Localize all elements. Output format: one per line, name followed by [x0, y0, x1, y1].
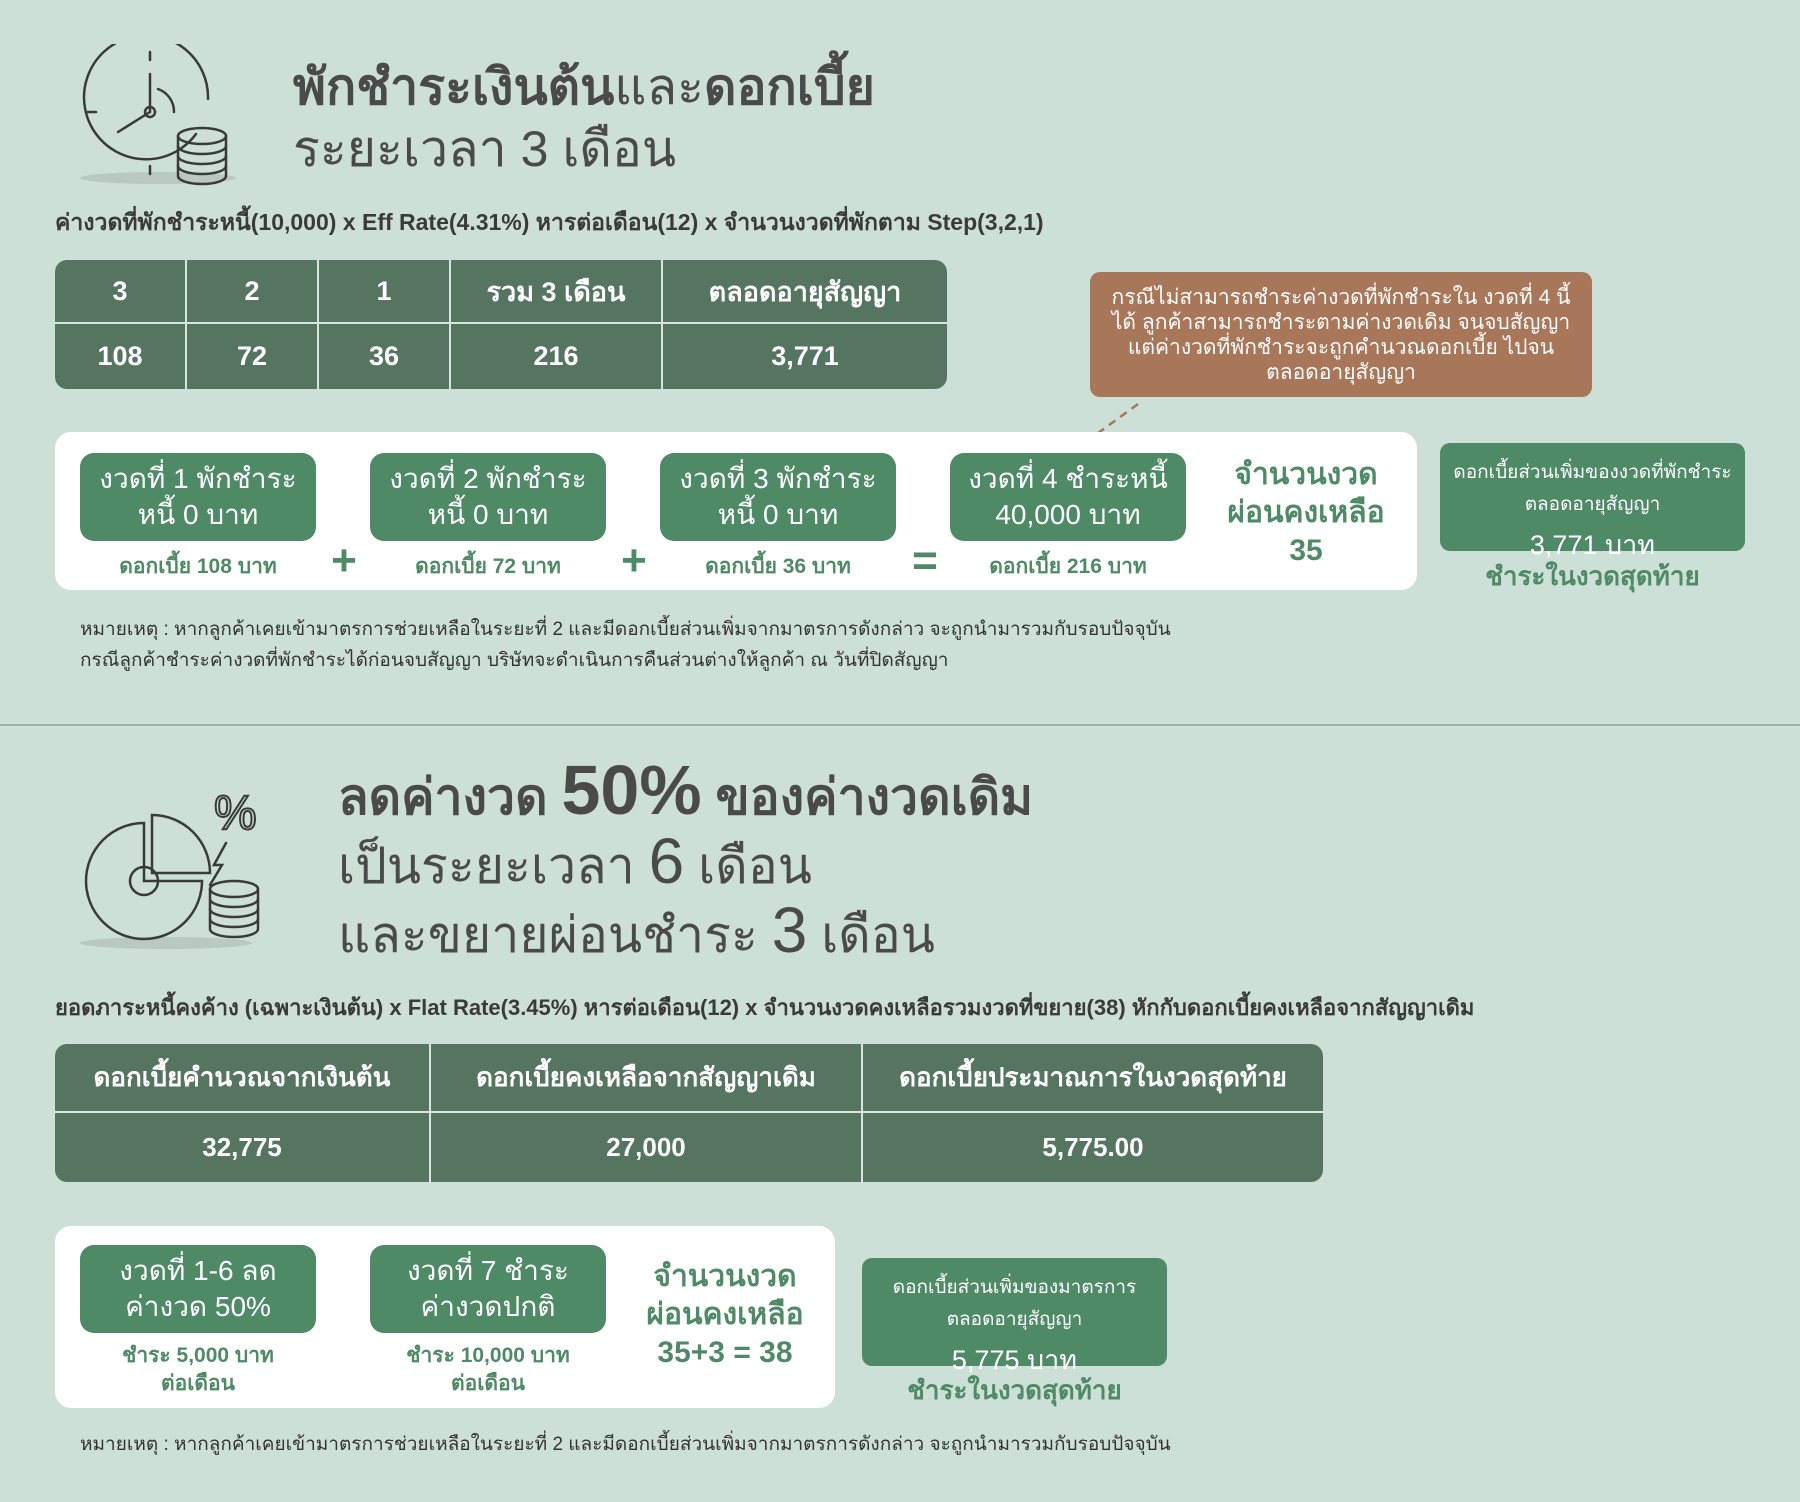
clock-coins-icon — [78, 44, 238, 194]
step-line: งวดที่ 2 พักชำระ — [389, 463, 587, 494]
title-part: เดือน — [684, 838, 812, 894]
table-header-cell: 1 — [319, 260, 451, 324]
table-cell: 36 — [319, 324, 451, 389]
step-interest: ดอกเบี้ย 108 บาท — [119, 555, 277, 578]
step-line: หนี้ 0 บาท — [427, 499, 549, 530]
step-line: งวดที่ 1 พักชำระ — [99, 463, 297, 494]
interest-table — [55, 260, 947, 389]
step-line: 40,000 บาท — [995, 499, 1141, 530]
title-part: เป็นระยะเวลา — [338, 838, 649, 894]
step-payment-line: ชำระ 5,000 บาท — [122, 1344, 274, 1367]
remain-line: ผ่อนคงเหลือ — [1227, 496, 1385, 529]
step-line: งวดที่ 1-6 ลด — [119, 1255, 277, 1286]
step-line: งวดที่ 7 ชำระ — [407, 1255, 569, 1286]
callout-text: กรณีไม่สามารถชำระค่างวดที่พักชำระใน งวดที่ 4 นี้ได้ ลูกค้าสามารถชำระตามค่างวดเดิม จนจบสัญญา แต่ค่างวดที่พักชำระจะถูกคำนวณดอกเบี้ย ไปจนตลอดอายุสัญญา — [1111, 285, 1571, 384]
step-payment-line: ต่อเดือน — [450, 1372, 526, 1395]
title-part: ลดค่างวด — [338, 769, 562, 825]
title-part: พักชำระเงินต้น — [293, 59, 615, 115]
callout-box — [1090, 272, 1592, 397]
step-interest: ดอกเบี้ย 216 บาท — [989, 555, 1147, 578]
table-header-cell: 3 — [55, 260, 187, 324]
remain-line: จำนวนงวด — [1234, 458, 1378, 491]
title-number: 6 — [648, 825, 685, 897]
interest-table — [55, 1044, 1323, 1182]
table-cell: 216 — [451, 324, 663, 389]
section1-title — [293, 56, 875, 180]
pie-percent-coins-icon — [76, 785, 276, 955]
step-line: งวดที่ 3 พักชำระ — [679, 463, 877, 494]
title-part: และขยายผ่อนชำระ — [338, 907, 772, 963]
formula-text: ยอดภาระหนี้คงค้าง (เฉพาะเงินต้น) x Flat Rate(3.45%) หารต่อเดือน(12) x จำนวนงวดคงเหลือรวมงวดที่ขยาย(38) หักกับดอกเบี้ยคงเหลือจากสัญญาเดิม — [55, 995, 1475, 1020]
remain-line: ผ่อนคงเหลือ — [646, 1298, 804, 1331]
plus-sign: + — [331, 536, 357, 585]
table-row — [55, 324, 947, 389]
plus-sign: + — [621, 536, 647, 585]
remain-line: จำนวนงวด — [653, 1260, 797, 1293]
table-row — [55, 1113, 1323, 1182]
formula-text: ค่างวดที่พักชำระหนี้(10,000) x Eff Rate(4.31%) หารต่อเดือน(12) x จำนวนงวดที่พักตาม Step(3,2,1) — [55, 209, 1044, 235]
step-line: ค่างวด 50% — [125, 1291, 271, 1322]
table-header-cell: รวม 3 เดือน — [451, 260, 663, 324]
title-duration: ระยะเวลา 3 เดือน — [293, 121, 677, 177]
table-header-cell: ดอกเบี้ยคำนวณจากเงินต้น — [55, 1044, 431, 1113]
side-line: ดอกเบี้ยส่วนเพิ่มของงวดที่พักชำระ — [1453, 462, 1732, 483]
remaining-installments — [615, 1258, 835, 1372]
step-pill — [370, 453, 606, 541]
extra-interest-box — [862, 1258, 1167, 1375]
title-number: 3 — [771, 894, 808, 966]
side-line: ตลอดอายุสัญญา — [1524, 494, 1661, 515]
remain-count: 35 — [1289, 534, 1323, 567]
pay-last-caption: ชำระในงวดสุดท้าย — [907, 1375, 1122, 1405]
table-header-row — [55, 1044, 1323, 1113]
step-pill — [80, 1245, 316, 1333]
step-line: หนี้ 0 บาท — [137, 499, 259, 530]
title-part: ดอกเบี้ย — [704, 59, 875, 115]
step-line: ค่างวดปกติ — [420, 1291, 556, 1322]
step-pill — [370, 1245, 606, 1333]
svg-text:%: % — [214, 787, 257, 840]
step-payment — [80, 1342, 316, 1398]
step-interest: ดอกเบี้ย 72 บาท — [415, 555, 561, 578]
table-header-cell: ตลอดอายุสัญญา — [663, 260, 947, 324]
table-header-cell: ดอกเบี้ยประมาณการในงวดสุดท้าย — [863, 1044, 1323, 1113]
step-pill — [950, 453, 1186, 541]
side-amount: 3,771 บาท — [1529, 530, 1656, 560]
step-pill — [80, 453, 316, 541]
step-payment-line: ชำระ 10,000 บาท — [406, 1344, 570, 1367]
remaining-installments — [1196, 456, 1416, 570]
section2-title — [338, 751, 1034, 967]
title-part: ของค่างวดเดิม — [701, 769, 1034, 825]
side-line: ดอกเบี้ยส่วนเพิ่มของมาตรการ — [892, 1277, 1137, 1298]
table-cell: 72 — [187, 324, 319, 389]
step-line: หนี้ 0 บาท — [717, 499, 839, 530]
note-line: หมายเหตุ : หากลูกค้าเคยเข้ามาตรการช่วยเหลือในระยะที่ 2 และมีดอกเบี้ยส่วนเพิ่มจากมาตรการดังกล่าว จะถูกนำมารวมกับรอบปัจจุบัน — [80, 1434, 1171, 1455]
table-cell: 32,775 — [55, 1113, 431, 1182]
table-cell: 108 — [55, 324, 187, 389]
table-cell: 27,000 — [431, 1113, 863, 1182]
title-part: และ — [614, 59, 705, 115]
side-amount: 5,775 บาท — [951, 1345, 1078, 1375]
section-divider — [0, 724, 1800, 726]
notes — [80, 614, 1171, 676]
table-cell: 5,775.00 — [1042, 1132, 1144, 1162]
pay-last-caption: ชำระในงวดสุดท้าย — [1485, 561, 1700, 591]
side-line: ตลอดอายุสัญญา — [946, 1309, 1083, 1330]
table-header-cell: ดอกเบี้ยคงเหลือจากสัญญาเดิม — [431, 1044, 863, 1113]
title-part: เดือน — [807, 907, 935, 963]
equals-sign: = — [912, 536, 938, 585]
title-percent: 50% — [561, 751, 702, 829]
step-line: งวดที่ 4 ชำระหนี้ — [968, 463, 1168, 494]
step-payment — [370, 1342, 606, 1398]
note-line: กรณีลูกค้าชำระค่างวดที่พักชำระได้ก่อนจบสัญญา บริษัทจะดำเนินการคืนส่วนต่างให้ลูกค้า ณ วันที่ปิดสัญญา — [80, 650, 949, 671]
table-header-row — [55, 260, 947, 324]
table-header-cell: 2 — [187, 260, 319, 324]
remain-count: 35+3 = 38 — [657, 1336, 793, 1369]
note-line: หมายเหตุ : หากลูกค้าเคยเข้ามาตรการช่วยเหลือในระยะที่ 2 และมีดอกเบี้ยส่วนเพิ่มจากมาตรการดังกล่าว จะถูกนำมารวมกับรอบปัจจุบัน — [80, 619, 1171, 640]
step-payment-line: ต่อเดือน — [160, 1372, 236, 1395]
extra-interest-box — [1440, 443, 1745, 560]
step-pill — [660, 453, 896, 541]
step-interest: ดอกเบี้ย 36 บาท — [705, 555, 851, 578]
table-cell: 3,771 — [771, 341, 839, 371]
